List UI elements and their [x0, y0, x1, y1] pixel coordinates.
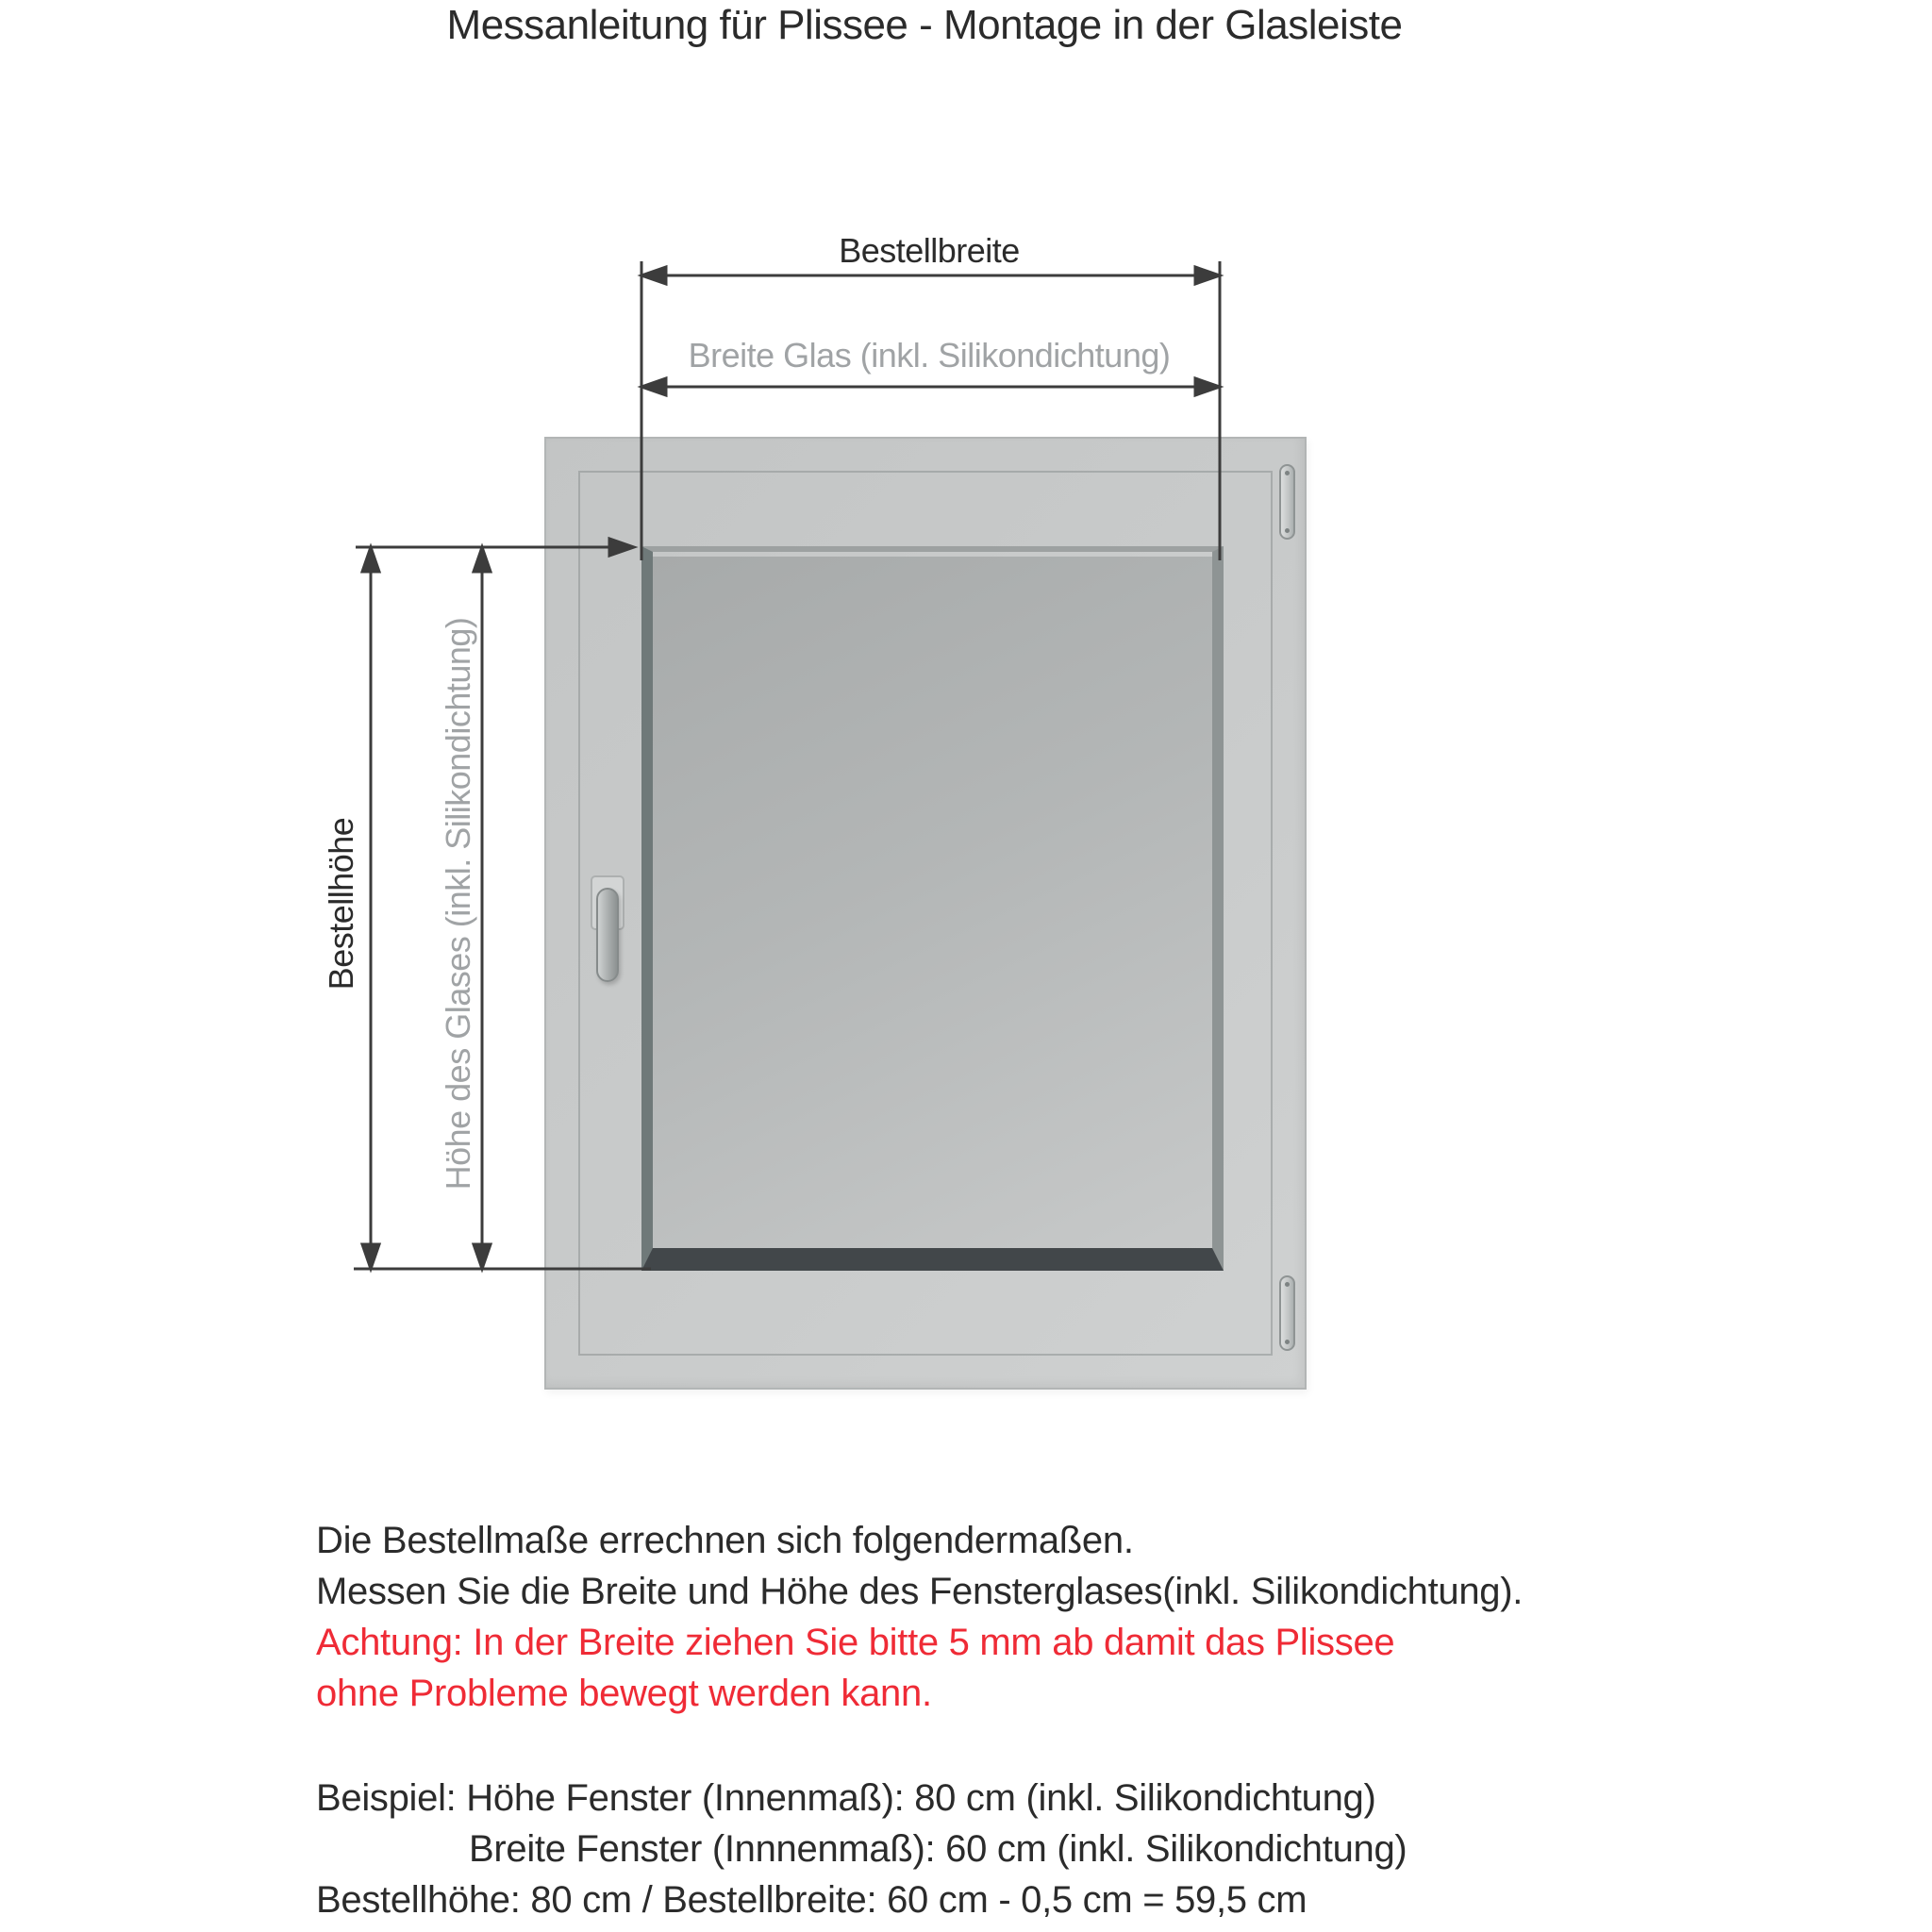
- glass-width-label: Breite Glas (inkl. Silikondichtung): [688, 336, 1171, 375]
- warning-line-2: ohne Probleme bewegt werden kann.: [316, 1673, 932, 1714]
- order-height-arrow: [362, 547, 379, 1269]
- example-result-line: Bestellhöhe: 80 cm / Bestellbreite: 60 cm - 0,5 cm = 59,5 cm: [316, 1879, 1307, 1921]
- calc-intro-line: Die Bestellmaße errechnen sich folgendermaßen.: [316, 1520, 1134, 1561]
- hinge-top-icon: [1279, 464, 1295, 540]
- window-glass: [641, 546, 1224, 1271]
- page-title: Messanleitung für Plissee - Montage in der Glasleiste: [446, 2, 1403, 48]
- order-height-label: Bestellhöhe: [322, 817, 360, 991]
- warning-line-1: Achtung: In der Breite ziehen Sie bitte 5 mm ab damit das Plissee: [316, 1622, 1395, 1663]
- hinge-bottom-icon: [1279, 1275, 1295, 1351]
- glass-width-arrow: [641, 378, 1220, 395]
- example-instructions: [316, 1773, 1407, 1925]
- example-height-line: Beispiel: Höhe Fenster (Innenmaß): 80 cm (inkl. Silikondichtung): [316, 1777, 1376, 1819]
- measure-line: Messen Sie die Breite und Höhe des Fensterglases(inkl. Silikondichtung).: [316, 1571, 1524, 1612]
- glass-top-highlight: [653, 552, 1212, 557]
- window-frame: [544, 437, 1307, 1390]
- order-width-label: Bestellbreite: [839, 231, 1020, 270]
- window-handle-icon: [596, 888, 619, 982]
- calculation-instructions: [316, 1515, 1523, 1719]
- glass-height-label: Höhe des Glases (inkl. Silikondichtung): [439, 617, 477, 1191]
- example-width-line: Breite Fenster (Innnenmaß): 60 cm (inkl. Silikondichtung): [469, 1828, 1407, 1870]
